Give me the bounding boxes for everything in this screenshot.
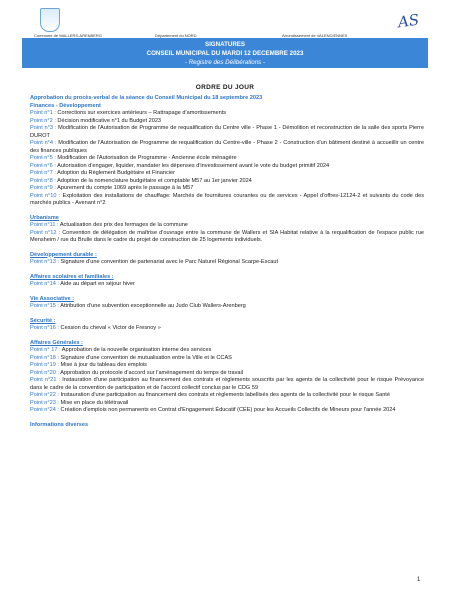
title-banner [22,38,428,68]
agenda-item-text: Approbation de la nouvelle organisation interne des services [60,347,212,353]
agenda-item-number: Point n°14 : [30,281,59,287]
banner-line-3: - Registre des Délibérations - [184,59,266,66]
departement-name: Département du NORD [155,33,197,38]
agenda-section [30,215,424,245]
agenda-item [30,355,424,363]
agenda-item-number: Point n°18 : [30,354,59,361]
agenda-item [30,281,424,289]
section-title: Informations diverses [30,421,89,428]
banner-line-1: SIGNATURES [204,41,246,48]
agenda-item-text: Corrections sur exercices antérieurs – Rattrapage d'amortissements [55,110,227,116]
agenda-item [30,125,424,140]
agenda-item-number: Point n°9 : [30,185,56,191]
agenda-item [30,400,424,408]
agenda-item-number: Point n°11 : [30,222,59,228]
commune-crest-icon [40,8,60,32]
agenda-item-text: Autorisation d'engager, liquider, mandater les dépenses d'investissement avant le vote du budget primitif 2024 [55,162,330,169]
agenda-item-text: Cession du cheval « Victor de Fresnoy » [58,325,161,331]
section-title: Affaires Générales : [30,339,83,346]
agenda-item-number: Point n°13 : [30,259,59,265]
agenda-item-text: Modification de l'Autorisation de Programme de requalification du Centre-ville - Phase 2 - Construction d'un bâtiment destiné à accueillir un centre des finances publiques [30,140,424,154]
agenda-item [30,347,424,355]
section-title: Affaires scolaires et familiales : [30,273,114,280]
agenda-section [30,252,424,267]
agenda-item-text: Modification de l'Autorisation de Programme - Ancienne école ménagère [55,155,237,161]
agenda-item-number: Point n°22 : [30,392,59,398]
agenda-item-number: Point n°12 : [30,229,61,236]
agenda-item [30,222,424,230]
agenda-item-number: Point n°5 : [30,155,56,161]
agenda-item-text: Attribution d'une subvention exceptionnelle au Judo Club Wallers-Arenberg [58,303,246,309]
agenda-item [30,193,424,208]
arrondissement-name: Arrondissement de VALENCIENNES [282,33,348,38]
agenda-item [30,110,424,118]
agenda-item [30,370,424,378]
agenda-section [30,318,424,333]
agenda-item-number: Point n°10 : [30,192,61,199]
agenda-item-number: Point n°3 : [30,125,57,131]
agenda-item-text: Adoption du Règlement Budgétaire et Financier [55,170,175,176]
agenda-item-text: Adoption de la nomenclature budgétaire et comptable M57 au 1er janvier 2024 [55,177,252,184]
section-title: Approbation du procès-verbal de la séance du Conseil Municipal du 18 septembre 2023 [30,95,263,101]
letterhead [0,4,450,40]
agenda-item-text: Instauration d'une participation au financement des contrats et règlements labellisés des agents de la collectivité pour le risque Santé [58,392,390,398]
agenda-item [30,377,424,392]
agenda-section [30,422,424,430]
agenda-item-text: Actualisation des prix des fermages de la commune [58,222,188,228]
section-title: Développement durable : [30,251,97,258]
agenda-item-number: Point n°8 : [30,177,56,184]
agenda-item-text: Instauration d'une participation au financement des contrats et règlements souscrits par les agents de la collectivité pour le risque Prévoyance dans le cadre de la convention de participation et de l'accord collectif conclus par le CDG 59 [30,377,424,391]
section-title: Sécurité : [30,317,56,324]
agenda-item-text: Mise à jour du tableau des emplois [58,362,147,368]
agenda-item-text: Signature d'une convention de partenariat avec le Parc Naturel Régional Scarpe-Escaut [58,259,279,265]
agenda-item-text: Création d'emplois non permanents en Contrat d'Engagement Éducatif (CEE) pour les Accueils Collectifs de Mineurs pour l'année 2024 [58,407,396,413]
agenda-item-number: Point n°7 : [30,170,56,176]
agenda-item [30,185,424,193]
agenda-item-text: Mise en place du télétravail [58,399,129,406]
agenda-section [30,296,424,311]
commune-name: Commune de WALLERS-ARENBERG [34,33,102,38]
section-title: Urbanisme [30,214,59,221]
agenda-list [30,95,424,436]
section-title: Vie Associative : [30,295,75,302]
agenda-item [30,178,424,186]
agenda-item [30,230,424,245]
agenda-item [30,155,424,163]
agenda-item-number: Point n°16 : [30,325,59,331]
agenda-item-number: Point n°19 : [30,362,59,368]
agenda-item-text: Approbation du protocole d'accord sur l'aménagement du temps de travail [58,369,244,376]
agenda-section [30,103,424,208]
agenda-item-number: Point n°21 : [30,377,61,383]
agenda-item [30,407,424,415]
agenda-item-number: Point n°24 : [30,407,59,413]
agenda-item-number: Point n°23 : [30,399,59,406]
agenda-item [30,362,424,370]
handwritten-initials: AS [396,10,421,32]
agenda-title: ORDRE DU JOUR [195,84,255,91]
agenda-item [30,140,424,155]
agenda-item-text: Apurement du compte 1069 après le passage à la M57 [55,185,194,191]
agenda-item [30,259,424,267]
agenda-item [30,392,424,400]
agenda-item-number: Point n°1 : [30,110,56,116]
agenda-item-number: Point n°15 : [30,303,59,309]
agenda-item [30,170,424,178]
agenda-item-number: Point n° 17 : [30,347,61,353]
agenda-item-text: Convention de délégation de maîtrise d'ouvrage entre la commune de Wallers et SIA Habitat relative à la requalification de l'espace public rue Mensheim / rue du Brulle dans le cadre du projet de construction de 25 logements individuels. [30,229,424,243]
agenda-item-text: Modification de l'Autorisation de Programme de requalification du Centre ville - Phase 1 - Démolition et reconstruction de la salle des sports Pierre DUROT [30,125,424,139]
agenda-item [30,325,424,333]
agenda-item-text: Décision modificative n°1 du Budget 2023 [55,117,162,124]
banner-line-2: CONSEIL MUNICIPAL DU MARDI 12 DECEMBRE 2023 [146,50,304,57]
agenda-section [30,274,424,289]
page-number: 1 [417,577,421,583]
agenda-item [30,163,424,171]
agenda-item-number: Point n°4 : [30,140,57,146]
agenda-item-text: Aide au départ en séjour hiver [58,281,135,287]
agenda-item [30,118,424,126]
agenda-item-number: Point n°2 : [30,117,56,124]
agenda-section [30,95,424,103]
section-title: Finances - Développement [30,102,101,109]
agenda-section [30,340,424,415]
agenda-item-number: Point n°20 : [30,369,59,376]
agenda-item-text: Exploitation des installations de chauffage: Marchés de fournitures courantes ou de services - Appel d'offres-12124-2 et suivants du code des marchés publics - Avenant n°2 [30,192,425,206]
agenda-item [30,303,424,311]
agenda-item-number: Point n°6 : [30,162,56,169]
agenda-item-text: Signature d'une convention de mutualisation entre la Ville et le CCAS [58,354,232,361]
